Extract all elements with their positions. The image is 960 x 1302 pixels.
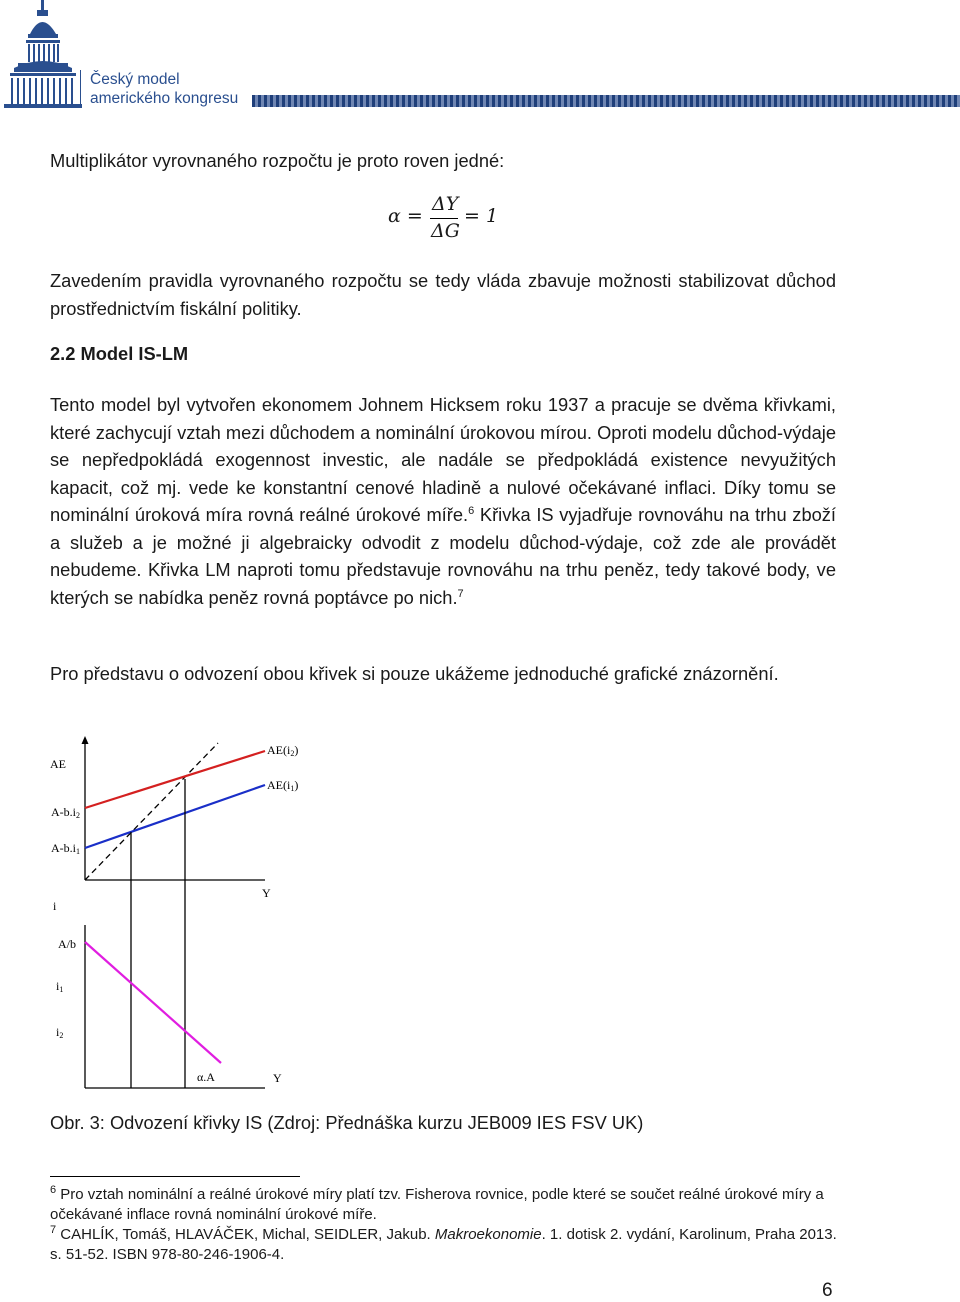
logo-line-2: amerického kongresu <box>90 90 239 107</box>
formula-lhs: α = <box>388 205 423 227</box>
page-number: 6 <box>822 1280 833 1301</box>
graphic-paragraph: Pro představu o odvození obou křivek si pouze ukážeme jednoduché grafické znázornění. <box>50 663 779 684</box>
footnote-separator <box>50 1176 300 1177</box>
model-text-b: Křivka IS vyjadřuje rovnováhu na trhu zboží a služeb a je možné ji algebraicky odvodit z modelu důchod-výdaje, což zde ale provádět nebudeme. Křivka LM naproti tomu představuje rovnováhu na trhu peněz, tedy takové body, ve kterých se nabídka peněz rovná poptávce po nich. <box>50 504 836 608</box>
logo-divider <box>80 70 81 106</box>
logo-line-1: Český model <box>90 71 180 88</box>
footnote-7 <box>50 1225 840 1265</box>
forty-five-degree-line <box>85 743 218 880</box>
formula-rhs: = 1 <box>464 205 499 227</box>
formula-numerator: ΔY <box>432 193 459 215</box>
ae-i2-line <box>85 751 265 808</box>
top-y-label: AE <box>50 757 66 771</box>
formula-fraction-bar <box>430 218 458 219</box>
alpha-a-label: α.A <box>197 1070 215 1084</box>
footnote-7-text-b: . 1. dotisk 2. vydání, Karolinum, Praha 2013. s. 51-52. ISBN 978-80-246-1906-4. <box>50 1226 837 1263</box>
model-paragraph <box>50 391 836 611</box>
ae-i1-label: AE(i1) <box>267 778 299 793</box>
is-derivation-figure <box>40 730 320 1100</box>
footnote-ref-7[interactable]: 7 <box>457 587 464 600</box>
intercept-i2-label: A-b.i2 <box>51 805 80 820</box>
footnote-7-number: 7 <box>50 1224 57 1236</box>
footnote-7-title: Makroekonomie <box>434 1226 542 1243</box>
ae-i2-label: AE(i2) <box>267 743 299 758</box>
footnote-7-text-a: CAHLÍK, Tomáš, HLAVÁČEK, Michal, SEIDLER, Jakub. <box>56 1226 435 1243</box>
footnote-6 <box>50 1185 840 1225</box>
capitol-logo <box>2 0 84 108</box>
intercept-i1-label: A-b.i1 <box>51 841 80 856</box>
i2-label: i2 <box>56 1025 64 1040</box>
intro-paragraph: Multiplikátor vyrovnaného rozpočtu je proto roven jedné: <box>50 150 505 171</box>
formula-denominator: ΔG <box>431 220 460 242</box>
top-y-arrow <box>82 736 89 744</box>
section-heading: 2.2 Model IS-LM <box>50 343 189 364</box>
logo-text <box>90 70 238 108</box>
a-over-b-label: A/b <box>58 937 76 951</box>
fiscal-paragraph: Zavedením pravidla vyrovnaného rozpočtu se tedy vláda zbavuje možnosti stabilizovat důchod prostřednictvím fiskální politiky. <box>50 270 836 319</box>
bottom-x-label: Y <box>273 1071 282 1085</box>
bottom-y-label: i <box>53 899 57 913</box>
is-curve <box>85 942 221 1063</box>
top-x-label: Y <box>262 886 271 900</box>
ae-i1-line <box>85 785 265 848</box>
model-text-a: Tento model byl vytvořen ekonomem Johnem Hicksem roku 1937 a pracuje se dvěma křivkami, které zachycují vztah mezi důchodem a nominální úrokovou mírou. Oproti modelu důchod-výdaje se nepředpokládá exogennost investic, ale nadále se předpokládá existence nevyužitých kapacit, což mj. vede ke konstantní cenové hladině a nulové očekávané inflaci. Díky tomu se nominální úroková míra rovná reálné úrokové míře. <box>50 394 836 525</box>
figure-caption: Obr. 3: Odvození křivky IS (Zdroj: Přednáška kurzu JEB009 IES FSV UK) <box>50 1112 644 1133</box>
header-stripe <box>252 95 960 107</box>
footnote-6-text: Pro vztah nominální a reálné úrokové míry platí tzv. Fisherova rovnice, podle které se součet reálné úrokové míry a očekávané inflace rovná nominální úrokové míře. <box>50 1186 824 1223</box>
footnote-ref-6[interactable]: 6 <box>468 504 475 517</box>
i1-label: i1 <box>56 979 64 994</box>
footnote-6-number: 6 <box>50 1184 57 1196</box>
